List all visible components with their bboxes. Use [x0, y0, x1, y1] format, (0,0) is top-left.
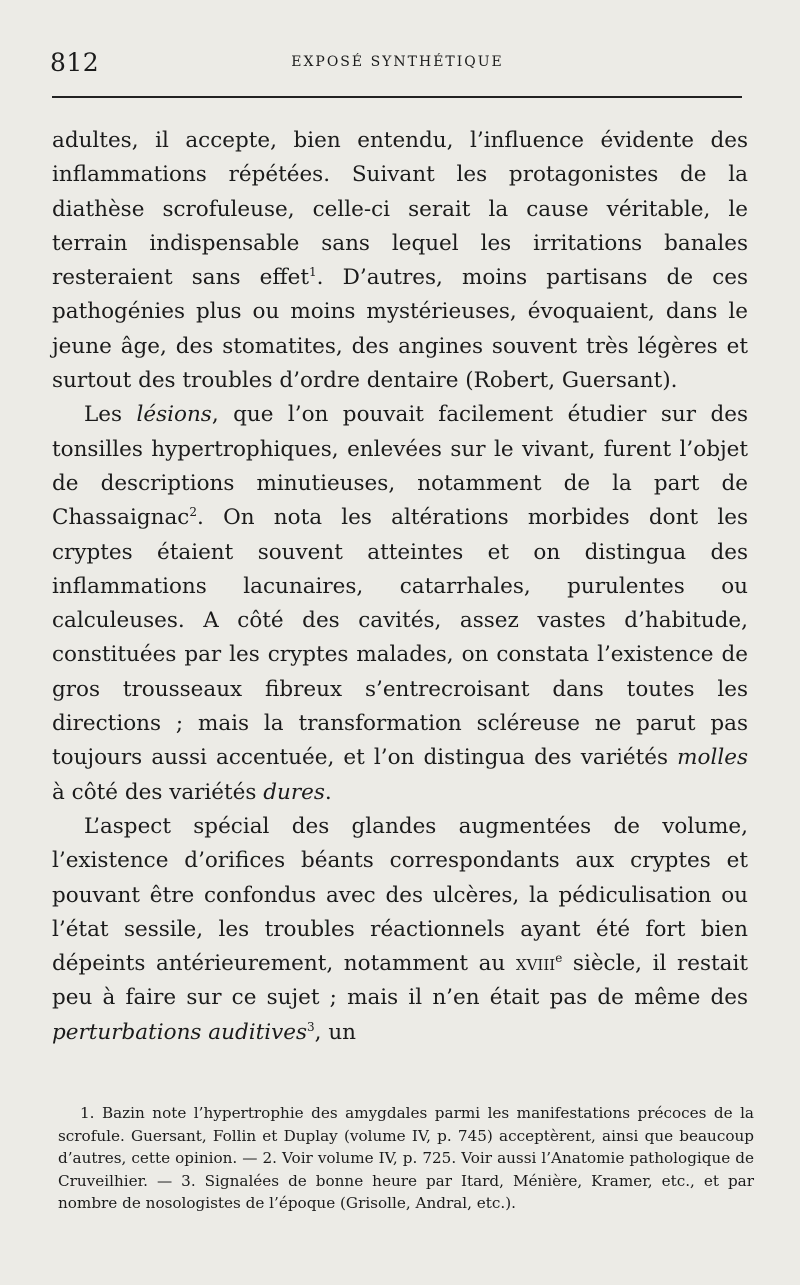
- paragraph-2-text-c: . On nota les altérations morbides dont les cryptes étaient souvent atteintes et on distingua des inflammations lacunaires, catarrhales, purulentes ou calculeuses. A côté des cavités, assez vastes d’habitude, constituées par les cryptes malades, on constata l’existence de gros trousseaux fibreux s’entrecroisant dans toutes les directions ; mais la transformation scléreuse ne parut pas toujours aussi accentuée, et l’on distingua des variétés: [52, 505, 748, 771]
- footnote-text: 1. Bazin note l’hypertrophie des amygdales parmi les manifestations précoces de la scrofule. Guersant, Follin et Duplay (volume IV, p. 745) acceptèrent, ainsi que beaucoup d’autres, cette opinion. — 2. Voir volume IV, p. 725. Voir aussi l’Anatomie pathologique de Cruveilhier. — 3. Signalées de bonne heure par Itard, Ménière, Kramer, etc., et par nombre de nosologistes de l’époque (Grisolle, Andral, etc.).: [58, 1104, 754, 1213]
- paragraph-3-text-a: L’aspect spécial des glandes augmentées de volume, l’existence d’orifices béants correspondants aux cryptes et pouvant être confondus avec des ulcères, la pédiculisation ou l’état sessile, les troubles réactionnels ayant été fort bien dépeints antérieurement, notamment au: [52, 813, 748, 977]
- footnote-ref-1: 1: [309, 265, 317, 280]
- paragraph-2-text-a: Les: [84, 402, 137, 428]
- page-number: 812: [50, 48, 100, 77]
- italic-lesions: lésions: [136, 402, 212, 428]
- page-header: [50, 40, 745, 80]
- footnote-ref-3: 3: [307, 1019, 315, 1034]
- header-rule: [52, 96, 742, 98]
- paragraph-2-text-b: , que l’on pouvait facilement étudier sur des tonsilles hypertrophiques, enlevées sur le vivant, furent l’objet de descriptions minutieuses, notamment de la part de Chassaignac: [52, 402, 749, 531]
- paragraph-3: [52, 810, 748, 1050]
- body-text: [52, 124, 748, 1050]
- paragraph-3-text-c: , un: [314, 1019, 357, 1045]
- paragraph-2-text-d: à côté des variétés: [52, 779, 264, 805]
- italic-molles: molles: [677, 745, 748, 771]
- paragraph-1-text-b: . D’autres, moins partisans de ces pathogénies plus ou moins mystérieuses, évoquaient, dans le jeune âge, des stomatites, des angines souvent très légères et surtout des troubles d’ordre dentaire (Robert, Guersant).: [52, 265, 749, 394]
- paragraph-2-text-e: .: [324, 779, 332, 805]
- paragraph-1: [52, 124, 748, 398]
- paragraph-2: [52, 398, 748, 810]
- footnotes: [58, 1102, 754, 1215]
- century-suffix: e: [555, 950, 563, 965]
- paragraph-3-text-b: siècle, il restait peu à faire sur ce sujet ; mais il n’en était pas de même des: [52, 951, 748, 1011]
- century-numeral: xviii: [515, 951, 556, 977]
- footnote-ref-2: 2: [189, 505, 197, 520]
- paragraph-1-text-a: adultes, il accepte, bien entendu, l’influence évidente des inflammations répétées. Suivant les protagonistes de la diathèse scrofuleuse, celle-ci serait la cause véritable, le terrain indispensable sans lequel les irritations banales resteraient sans effet: [52, 128, 748, 291]
- italic-dures: dures: [263, 779, 325, 805]
- running-title: EXPOSÉ SYNTHÉTIQUE: [291, 54, 504, 70]
- italic-perturbations-auditives: perturbations auditives: [52, 1019, 308, 1045]
